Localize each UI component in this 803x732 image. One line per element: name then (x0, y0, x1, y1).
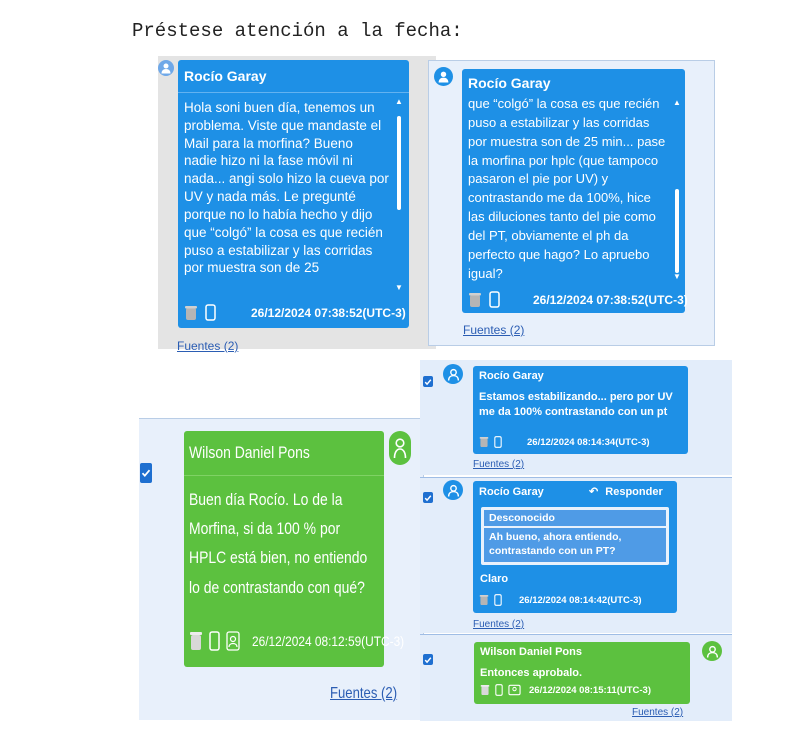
divider (178, 92, 409, 93)
screenshot-4 (420, 360, 732, 475)
phone-icon (209, 631, 220, 651)
phone-icon (494, 436, 502, 448)
screenshot-1 (158, 56, 436, 353)
phone-icon (495, 684, 503, 696)
phone-icon (205, 304, 216, 321)
sources-link[interactable]: Fuentes (2) (632, 707, 684, 718)
avatar (434, 67, 453, 86)
message-footer (479, 436, 650, 448)
contact-card-icon (508, 684, 521, 696)
screenshot-6 (420, 635, 732, 721)
scrollbar[interactable] (394, 98, 404, 294)
sender-name: Rocío Garay (184, 68, 267, 84)
phone-icon (489, 291, 500, 308)
timestamp: 26/12/2024 08:15:11(UTC-3) (529, 684, 651, 696)
trash-icon (480, 684, 490, 696)
message-text: Buen día Rocío. Lo de la Morfina, si da 100 % por HPLC está bien, no entiendo lo de contrastando con qué? (189, 490, 368, 597)
quoted-message (481, 507, 669, 565)
avatar (158, 60, 174, 76)
sender-name: Rocío Garay (468, 75, 551, 91)
timestamp: 26/12/2024 08:12:59(UTC-3) (252, 633, 405, 649)
avatar (389, 431, 411, 465)
message-text: que “colgó” la cosa es que recién puso a estabilizar y las corridas por muestra son de 25 min... pase la morfina por hplc (que tampoco pasaron el pie por UV) y contrastando me da 100%, hice las diluciones tanto del pie como del PT, obviamente el ph da perfecto que hago? Lo apruebo igual? (468, 96, 666, 281)
trash-icon (184, 305, 198, 321)
timestamp: 26/12/2024 07:38:52(UTC-3) (251, 305, 406, 320)
message-footer (480, 684, 651, 696)
message-bubble (462, 69, 688, 313)
message-footer (184, 304, 406, 321)
message-text: Estamos estabilizando... pero por UV me da 100% contrastando con un pt (479, 391, 673, 418)
sender-name: Rocío Garay (479, 370, 544, 382)
scroll-up-icon[interactable]: ▲ (673, 98, 681, 107)
message-footer (189, 631, 431, 651)
select-checkbox[interactable] (423, 492, 433, 503)
sources-link[interactable]: Fuentes (2) (330, 685, 398, 702)
message-bubble (474, 642, 690, 704)
message-text: Entonces aprobalo. (480, 667, 583, 679)
sender-name: Rocío Garay (479, 486, 544, 498)
sources-link[interactable]: Fuentes (2) (177, 339, 239, 353)
quoted-sender: Desconocido (484, 510, 666, 526)
sources-link[interactable]: Fuentes (2) (463, 323, 525, 337)
screenshot-2 (428, 60, 715, 346)
timestamp: 26/12/2024 08:14:42(UTC-3) (519, 594, 642, 606)
sources-link[interactable]: Fuentes (2) (473, 619, 525, 630)
message-bubble (473, 366, 688, 454)
reply-label: Responder (605, 486, 663, 498)
screenshot-5 (420, 478, 732, 633)
message-footer (468, 291, 688, 308)
quoted-text: Ah bueno, ahora entiendo, contrastando con un PT? (484, 528, 666, 562)
divider (184, 475, 384, 476)
reply-button[interactable] (589, 485, 663, 498)
message-bubble (184, 431, 405, 667)
scroll-down-icon[interactable]: ▼ (673, 272, 681, 281)
avatar (443, 364, 463, 384)
trash-icon (189, 631, 203, 651)
message-text: Claro (480, 573, 509, 585)
message-footer (479, 594, 642, 606)
scroll-down-icon[interactable]: ▼ (395, 283, 403, 292)
sender-name: Wilson Daniel Pons (480, 646, 582, 658)
timestamp: 26/12/2024 08:14:34(UTC-3) (527, 436, 650, 448)
avatar (443, 480, 463, 500)
trash-icon (479, 436, 489, 448)
select-checkbox[interactable] (423, 654, 433, 665)
trash-icon (479, 594, 489, 606)
contact-card-icon (226, 631, 240, 651)
select-checkbox[interactable] (140, 463, 152, 483)
scrollbar[interactable] (672, 99, 682, 281)
page-heading: Préstese atención a la fecha: (132, 20, 463, 42)
trash-icon (468, 292, 482, 308)
avatar (702, 641, 722, 661)
timestamp: 26/12/2024 07:38:52(UTC-3) (533, 292, 688, 307)
sender-name: Wilson Daniel Pons (189, 443, 310, 462)
sources-link[interactable]: Fuentes (2) (473, 459, 525, 470)
scroll-up-icon[interactable]: ▲ (395, 97, 403, 106)
message-bubble (178, 60, 409, 328)
screenshot-3 (139, 418, 424, 720)
select-checkbox[interactable] (423, 376, 433, 387)
phone-icon (494, 594, 502, 606)
reply-arrow-icon: ↶ (589, 486, 599, 498)
message-text: Hola soni buen día, tenemos un problema. Viste que mandaste el Mail para la morfina? Bueno nadie hizo ni la fase móvil ni nada... angi solo hizo la cueva por UV y nada más. Le pregunté porque no lo había hecho y dijo que “colgó” la cosa es que recién puso a estabilizar y las corridas por muestra son de 25 (184, 100, 389, 276)
message-bubble (473, 481, 677, 613)
